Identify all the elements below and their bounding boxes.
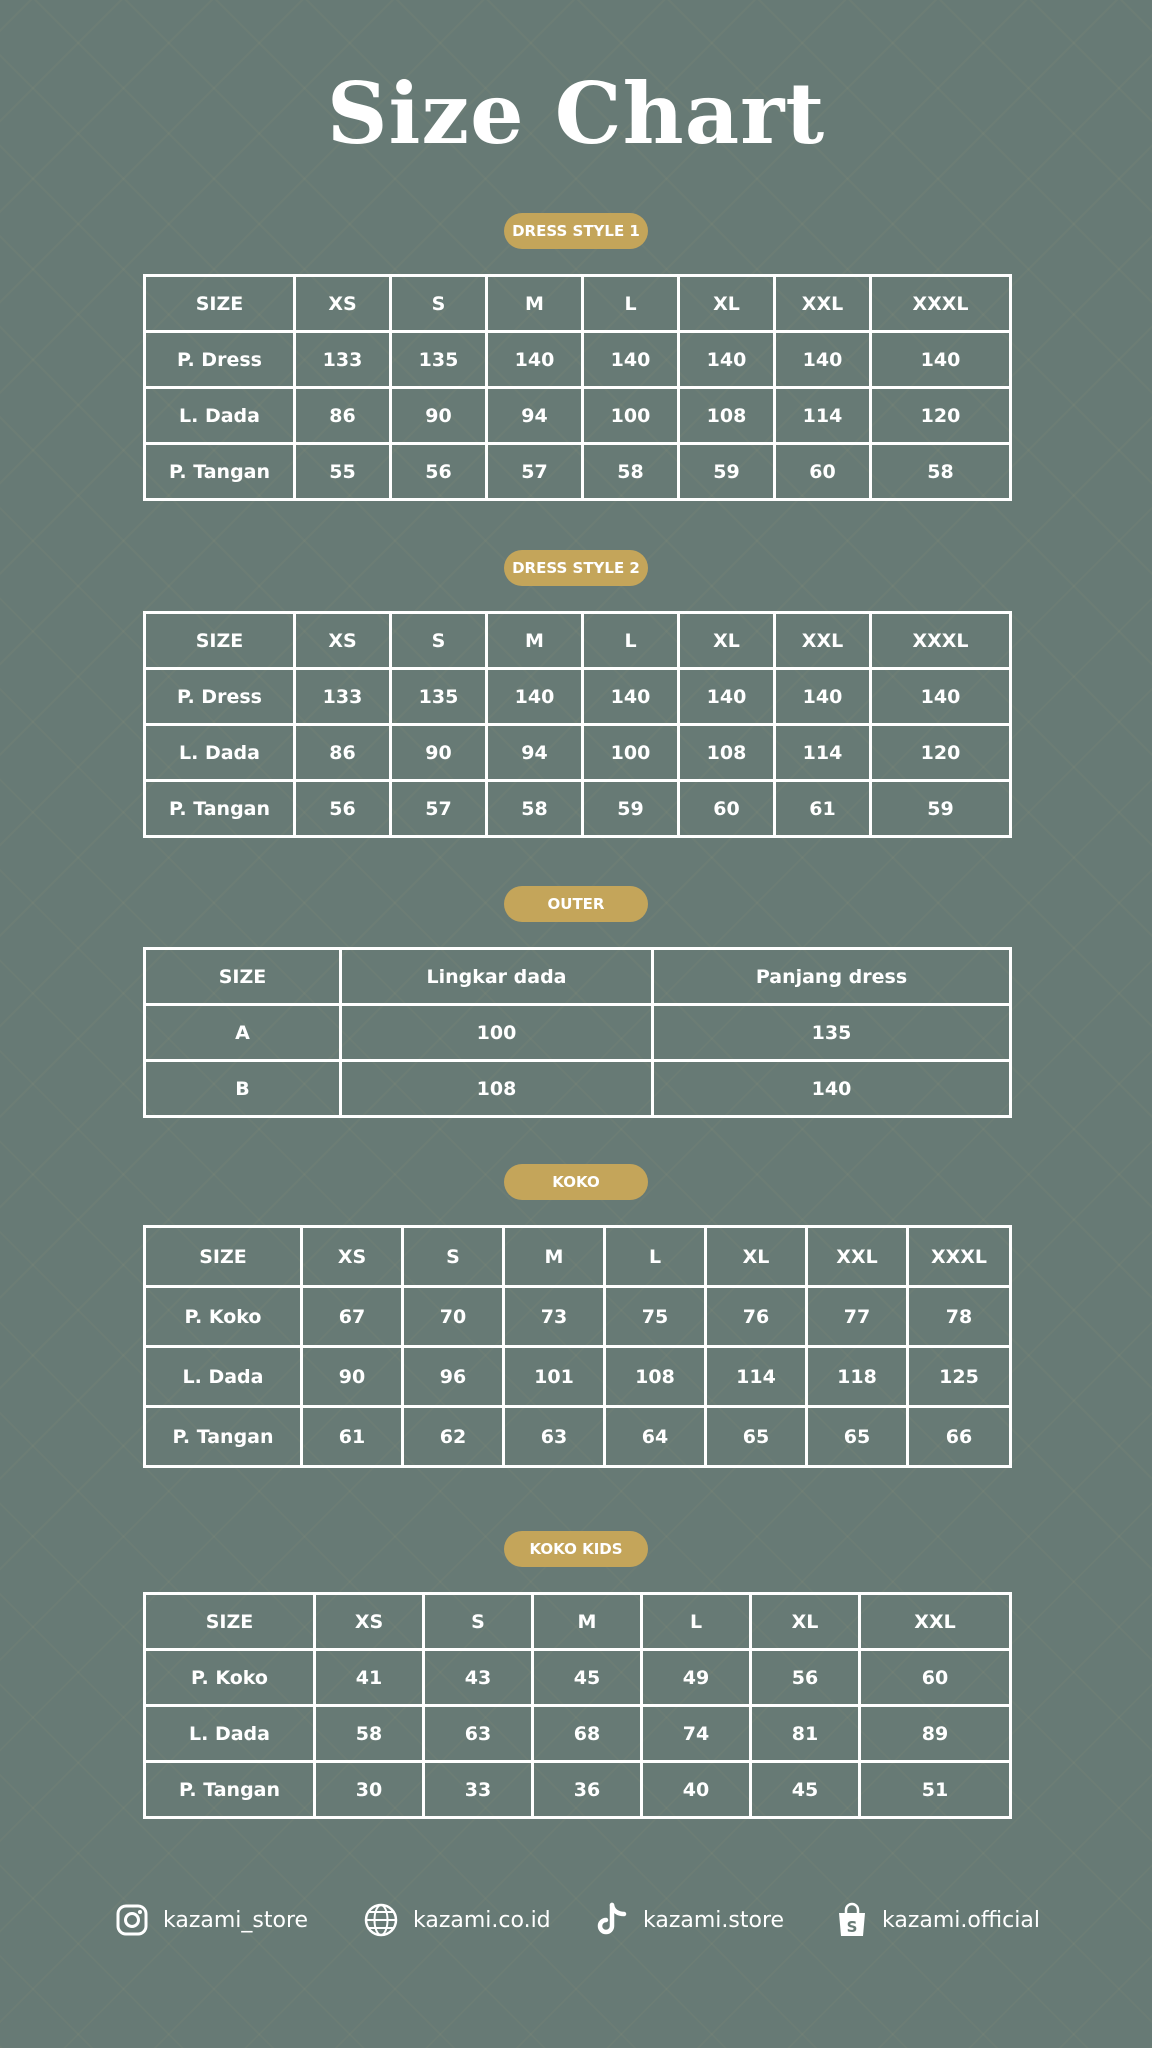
table-cell: 81	[751, 1706, 860, 1762]
table-row	[145, 781, 1011, 837]
table-row	[145, 1762, 1011, 1818]
header-cell: S	[403, 1227, 504, 1287]
table-cell: 58	[487, 781, 583, 837]
section-koko-kids	[143, 1531, 1009, 1819]
table-cell: 125	[908, 1347, 1011, 1407]
header-cell: SIZE	[145, 613, 295, 669]
table-cell: 118	[807, 1347, 908, 1407]
globe-icon	[363, 1902, 399, 1938]
table-header-row	[145, 1227, 1011, 1287]
size-table	[143, 611, 1012, 838]
table-row	[145, 1407, 1011, 1467]
header-cell: SIZE	[145, 949, 341, 1005]
table-cell: 140	[487, 669, 583, 725]
table-cell: 65	[706, 1407, 807, 1467]
header-cell: L	[642, 1594, 751, 1650]
table-cell: 56	[391, 444, 487, 500]
header-cell: XXXL	[908, 1227, 1011, 1287]
table-cell: 90	[391, 725, 487, 781]
table-cell: 36	[533, 1762, 642, 1818]
table-cell: 57	[487, 444, 583, 500]
table-cell: 60	[679, 781, 775, 837]
table-cell: 108	[679, 725, 775, 781]
table-cell: 59	[679, 444, 775, 500]
header-cell: S	[391, 613, 487, 669]
table-header-row	[145, 1594, 1011, 1650]
table-cell: 40	[642, 1762, 751, 1818]
table-cell: 59	[871, 781, 1011, 837]
header-cell: S	[424, 1594, 533, 1650]
table-cell: 108	[679, 388, 775, 444]
header-cell: S	[391, 276, 487, 332]
row-label: P. Tangan	[145, 1407, 302, 1467]
table-cell: 62	[403, 1407, 504, 1467]
svg-text:S: S	[846, 1918, 858, 1936]
table-cell: 135	[653, 1005, 1011, 1061]
table-cell: 74	[642, 1706, 751, 1762]
table-cell: 30	[315, 1762, 424, 1818]
table-cell: 61	[775, 781, 871, 837]
website-url: kazami.co.id	[413, 1907, 551, 1933]
header-cell: SIZE	[145, 1227, 302, 1287]
section-badge: DRESS STYLE 2	[504, 550, 648, 586]
header-cell: L	[605, 1227, 706, 1287]
table-row	[145, 444, 1011, 500]
header-cell: XXL	[775, 276, 871, 332]
table-cell: 100	[583, 725, 679, 781]
table-cell: 140	[775, 332, 871, 388]
table-cell: 120	[871, 388, 1011, 444]
shopping-bag-icon	[836, 1902, 868, 1938]
header-cell: L	[583, 276, 679, 332]
header-cell: L	[583, 613, 679, 669]
header-cell: XXL	[860, 1594, 1011, 1650]
table-cell: 100	[341, 1005, 653, 1061]
section-koko	[143, 1164, 1009, 1468]
header-cell: Panjang dress	[653, 949, 1011, 1005]
table-cell: 76	[706, 1287, 807, 1347]
row-label: P. Koko	[145, 1287, 302, 1347]
table-cell: 140	[775, 669, 871, 725]
shopee-link[interactable]	[836, 1899, 1040, 1941]
row-label: A	[145, 1005, 341, 1061]
table-cell: 140	[583, 332, 679, 388]
table-cell: 101	[504, 1347, 605, 1407]
row-label: P. Tangan	[145, 781, 295, 837]
table-cell: 140	[871, 669, 1011, 725]
header-cell: XXL	[807, 1227, 908, 1287]
header-cell: XXXL	[871, 276, 1011, 332]
row-label: L. Dada	[145, 1347, 302, 1407]
table-cell: 94	[487, 388, 583, 444]
tiktok-handle: kazami.store	[643, 1907, 785, 1933]
table-row	[145, 1287, 1011, 1347]
table-cell: 43	[424, 1650, 533, 1706]
table-cell: 86	[295, 725, 391, 781]
row-label: L. Dada	[145, 725, 295, 781]
header-cell: SIZE	[145, 276, 295, 332]
page-title: Size Chart	[326, 64, 826, 163]
row-label: P. Tangan	[145, 1762, 315, 1818]
table-cell: 90	[302, 1347, 403, 1407]
table-cell: 45	[751, 1762, 860, 1818]
table-cell: 140	[871, 332, 1011, 388]
table-cell: 140	[583, 669, 679, 725]
header-cell: XS	[295, 276, 391, 332]
table-cell: 73	[504, 1287, 605, 1347]
row-label: B	[145, 1061, 341, 1117]
table-cell: 133	[295, 332, 391, 388]
header-cell: XL	[751, 1594, 860, 1650]
row-label: P. Dress	[145, 669, 295, 725]
table-row	[145, 725, 1011, 781]
table-cell: 140	[487, 332, 583, 388]
table-cell: 60	[860, 1650, 1011, 1706]
table-cell: 89	[860, 1706, 1011, 1762]
table-cell: 65	[807, 1407, 908, 1467]
table-cell: 59	[583, 781, 679, 837]
table-row	[145, 332, 1011, 388]
table-cell: 51	[860, 1762, 1011, 1818]
size-table	[143, 1592, 1012, 1819]
table-cell: 55	[295, 444, 391, 500]
table-row	[145, 1061, 1011, 1117]
tiktok-link[interactable]	[597, 1899, 784, 1941]
table-cell: 100	[583, 388, 679, 444]
table-cell: 70	[403, 1287, 504, 1347]
table-cell: 135	[391, 669, 487, 725]
section-badge: KOKO	[504, 1164, 648, 1200]
table-cell: 58	[871, 444, 1011, 500]
row-label: L. Dada	[145, 388, 295, 444]
table-cell: 66	[908, 1407, 1011, 1467]
header-cell: XXL	[775, 613, 871, 669]
size-table	[143, 947, 1012, 1118]
table-cell: 78	[908, 1287, 1011, 1347]
row-label: P. Dress	[145, 332, 295, 388]
table-cell: 108	[605, 1347, 706, 1407]
section-outer	[143, 886, 1009, 1118]
table-cell: 114	[706, 1347, 807, 1407]
table-row	[145, 1005, 1011, 1061]
table-cell: 61	[302, 1407, 403, 1467]
section-badge: OUTER	[504, 886, 648, 922]
header-cell: XL	[679, 613, 775, 669]
instagram-handle: kazami_store	[163, 1907, 309, 1933]
table-cell: 86	[295, 388, 391, 444]
row-label: L. Dada	[145, 1706, 315, 1762]
instagram-link[interactable]	[115, 1899, 308, 1941]
table-header-row	[145, 613, 1011, 669]
section-badge: DRESS STYLE 1	[504, 213, 648, 249]
table-header-row	[145, 949, 1011, 1005]
header-cell: XXXL	[871, 613, 1011, 669]
table-cell: 64	[605, 1407, 706, 1467]
website-link[interactable]	[363, 1899, 551, 1941]
shopee-handle: kazami.official	[882, 1907, 1040, 1933]
table-row	[145, 669, 1011, 725]
table-cell: 75	[605, 1287, 706, 1347]
instagram-icon	[115, 1903, 149, 1937]
header-cell: Lingkar dada	[341, 949, 653, 1005]
header-cell: M	[533, 1594, 642, 1650]
table-cell: 63	[424, 1706, 533, 1762]
table-cell: 90	[391, 388, 487, 444]
table-cell: 108	[341, 1061, 653, 1117]
social-footer	[110, 1899, 1050, 1941]
row-label: P. Tangan	[145, 444, 295, 500]
table-cell: 67	[302, 1287, 403, 1347]
table-cell: 120	[871, 725, 1011, 781]
table-cell: 140	[679, 332, 775, 388]
table-cell: 41	[315, 1650, 424, 1706]
header-cell: M	[487, 613, 583, 669]
header-cell: XS	[315, 1594, 424, 1650]
table-cell: 133	[295, 669, 391, 725]
tiktok-icon	[597, 1902, 629, 1938]
header-cell: XS	[302, 1227, 403, 1287]
table-cell: 45	[533, 1650, 642, 1706]
table-cell: 77	[807, 1287, 908, 1347]
table-cell: 140	[653, 1061, 1011, 1117]
table-cell: 49	[642, 1650, 751, 1706]
row-label: P. Koko	[145, 1650, 315, 1706]
size-table	[143, 1225, 1012, 1468]
table-row	[145, 1650, 1011, 1706]
table-cell: 57	[391, 781, 487, 837]
table-row	[145, 1347, 1011, 1407]
table-row	[145, 1706, 1011, 1762]
table-cell: 63	[504, 1407, 605, 1467]
table-cell: 135	[391, 332, 487, 388]
table-cell: 58	[583, 444, 679, 500]
table-cell: 96	[403, 1347, 504, 1407]
section-dress-style-2	[143, 550, 1009, 838]
header-cell: M	[504, 1227, 605, 1287]
table-cell: 56	[295, 781, 391, 837]
table-cell: 114	[775, 725, 871, 781]
header-cell: M	[487, 276, 583, 332]
table-header-row	[145, 276, 1011, 332]
table-cell: 140	[679, 669, 775, 725]
table-cell: 68	[533, 1706, 642, 1762]
table-cell: 60	[775, 444, 871, 500]
header-cell: XL	[706, 1227, 807, 1287]
header-cell: XL	[679, 276, 775, 332]
section-dress-style-1	[143, 213, 1009, 501]
section-badge: KOKO KIDS	[504, 1531, 648, 1567]
table-cell: 33	[424, 1762, 533, 1818]
table-row	[145, 388, 1011, 444]
table-cell: 58	[315, 1706, 424, 1762]
table-cell: 56	[751, 1650, 860, 1706]
size-table	[143, 274, 1012, 501]
table-cell: 94	[487, 725, 583, 781]
header-cell: XS	[295, 613, 391, 669]
table-cell: 114	[775, 388, 871, 444]
header-cell: SIZE	[145, 1594, 315, 1650]
